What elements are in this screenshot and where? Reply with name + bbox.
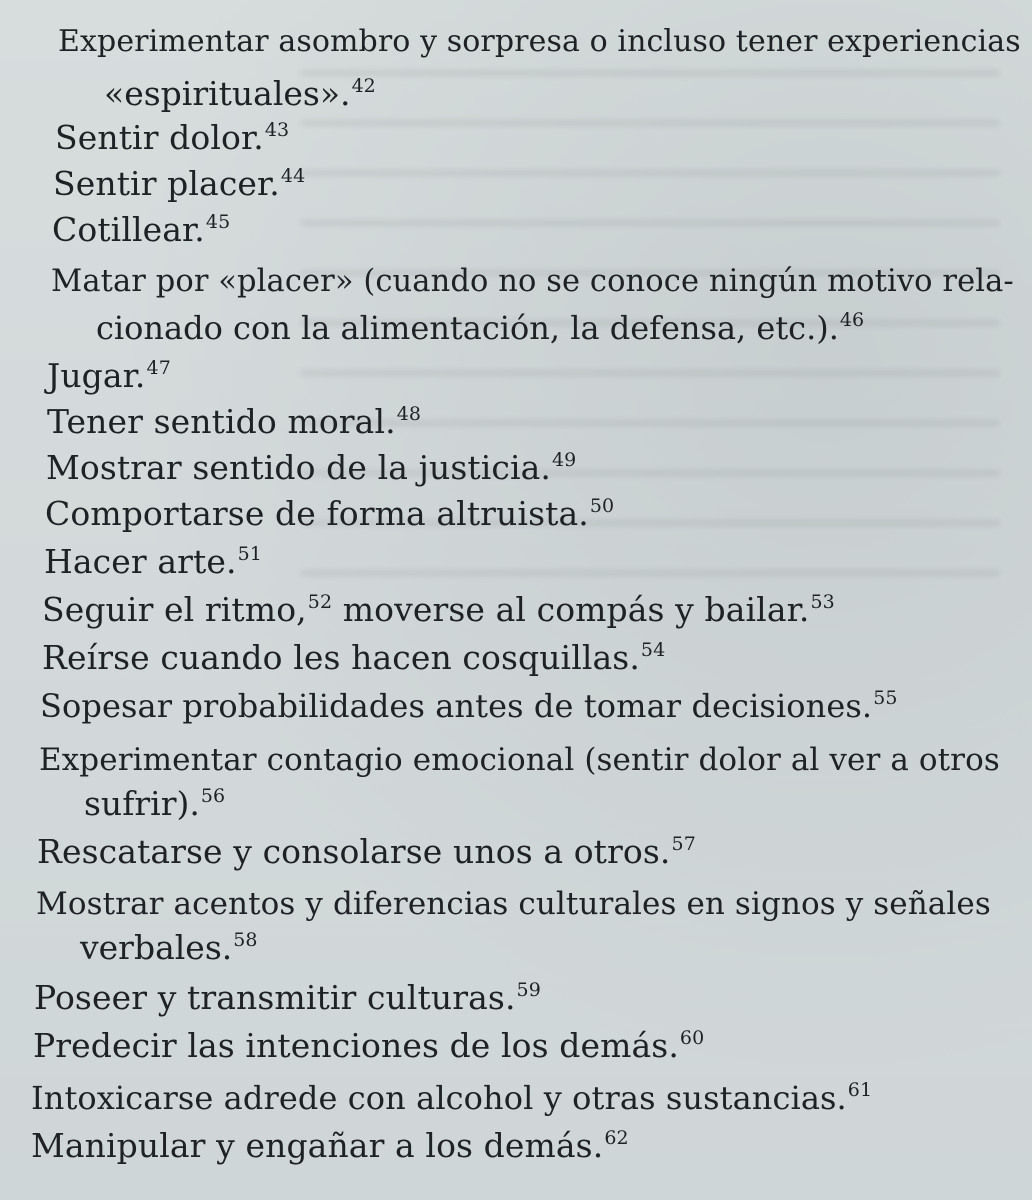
footnote-ref: 45 — [205, 211, 231, 233]
list-item — [40, 684, 898, 728]
list-item — [58, 20, 1021, 64]
item-text: Experimentar contagio emocional (sentir dolor al ver a otros — [39, 742, 1000, 778]
list-item — [42, 588, 835, 632]
footnote-ref: 50 — [589, 495, 615, 517]
list-item-continuation — [96, 306, 864, 350]
footnote-ref: 46 — [839, 309, 865, 331]
item-text: Sopesar probabilidades antes de tomar decisiones. — [40, 687, 873, 725]
list-item — [55, 116, 289, 160]
footnote-ref: 51 — [237, 543, 262, 565]
footnote-ref: 55 — [873, 687, 898, 709]
list-item — [31, 1124, 629, 1168]
item-text: Matar por «placer» (cuando no se conoce ningún motivo rela- — [51, 264, 1014, 299]
list-item-continuation — [80, 926, 257, 970]
footnote-ref: 60 — [679, 1027, 705, 1049]
footnote-ref: 42 — [351, 75, 376, 97]
item-text: Intoxicarse adrede con alcohol y otras sustancias. — [31, 1079, 847, 1117]
footnote-ref: 58 — [233, 929, 258, 951]
list-item — [53, 162, 305, 206]
footnote-ref: 49 — [551, 449, 577, 471]
list-item — [37, 830, 696, 874]
list-item — [52, 208, 230, 252]
list-item — [46, 446, 576, 490]
footnote-ref: 43 — [264, 119, 290, 141]
list-item-continuation — [84, 782, 225, 826]
item-text: Predecir las intenciones de los demás. — [33, 1026, 679, 1065]
footnote-ref: 61 — [847, 1079, 873, 1101]
item-text: Mostrar acentos y diferencias culturales en signos y señales — [36, 886, 991, 922]
footnote-ref: 48 — [396, 403, 422, 425]
list-item — [33, 1024, 704, 1068]
list-item — [45, 492, 614, 536]
footnote-ref: 53 — [810, 591, 835, 613]
list-item — [39, 738, 1000, 782]
item-text: Cotillear. — [52, 210, 205, 249]
item-text: Experimentar asombro y sorpresa o incluso tener experiencias — [58, 24, 1021, 59]
list-item — [34, 976, 541, 1020]
item-text: moverse al compás y bailar. — [332, 590, 810, 629]
item-text: Poseer y transmitir culturas. — [34, 978, 516, 1017]
footnote-ref: 52 — [307, 591, 333, 613]
item-text: Sentir placer. — [53, 164, 280, 203]
item-text: Reírse cuando les hacen cosquillas. — [42, 638, 640, 677]
item-text: sufrir). — [84, 784, 200, 823]
item-text: Comportarse de forma altruista. — [45, 494, 589, 533]
list-item — [47, 400, 421, 444]
item-text: Sentir dolor. — [55, 118, 264, 157]
item-text: verbales. — [80, 928, 233, 967]
item-text: «espirituales». — [104, 74, 351, 113]
item-text: Hacer arte. — [44, 542, 237, 581]
footnote-ref: 56 — [200, 785, 226, 807]
list-item — [47, 354, 171, 398]
list-item — [51, 260, 1014, 304]
list-item-continuation — [104, 72, 376, 116]
item-text: Seguir el ritmo, — [42, 590, 307, 629]
item-text: Manipular y engañar a los demás. — [31, 1126, 604, 1165]
footnote-ref: 57 — [671, 833, 696, 855]
footnote-ref: 54 — [640, 639, 666, 661]
list-item — [36, 882, 991, 926]
footnote-ref: 44 — [280, 165, 306, 187]
item-text: Mostrar sentido de la justicia. — [46, 448, 551, 487]
list-item — [44, 540, 262, 584]
footnote-ref: 59 — [516, 979, 541, 1001]
item-text: cionado con la alimentación, la defensa, etc.). — [96, 309, 839, 347]
list-item — [42, 636, 665, 680]
footnote-ref: 62 — [604, 1127, 629, 1149]
item-text: Jugar. — [47, 356, 146, 395]
item-text: Rescatarse y consolarse unos a otros. — [37, 832, 671, 871]
list-item — [31, 1076, 872, 1120]
item-text: Tener sentido moral. — [47, 402, 396, 441]
footnote-ref: 47 — [146, 357, 171, 379]
